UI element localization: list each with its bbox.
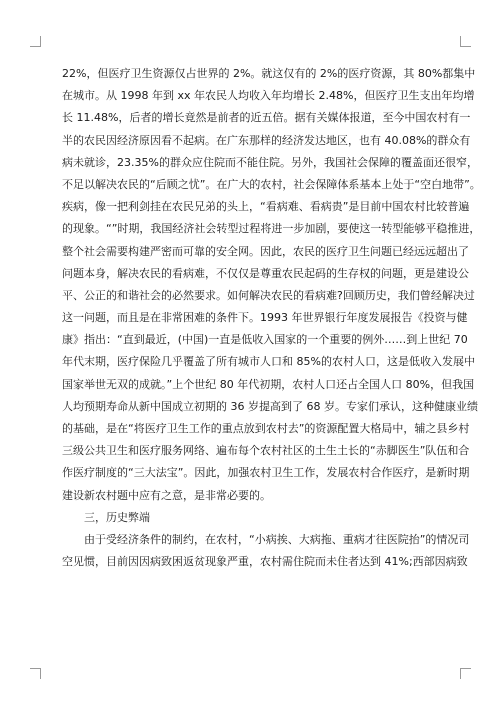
paragraph-line: 半的农民因经济原因看不起病。在广东那样的经济发达地区，也有 40.08%的群众有: [62, 133, 471, 147]
paragraph-line: 的基础，是在“将医疗卫生工作的重点放到农村去”的资源配置大格局中，辅之县乡村: [62, 422, 470, 435]
paragraph-line: 国家举世无双的成就。”上个世纪 80 年代初期，农村人口还占全国人口 80%，但我国: [62, 377, 475, 391]
crop-mark-bottom-right: [460, 668, 471, 679]
crop-mark-top-left: [30, 36, 41, 47]
paragraph-line: 平、公正的和谐社会的必然要求。如何解决农民的看病难?回顾历史，我们曾经解决过: [62, 288, 475, 302]
paragraph-line: 作医疗制度的“三大法宝”。因此，加强农村卫生工作，发展农村合作医疗，是新时期: [62, 466, 470, 480]
paragraph-line: 空见惯，目前因因病致困返贫现象严重，农村需住院而未住者达到 41%;西部因病致: [62, 555, 468, 569]
crop-mark-bottom-left: [30, 668, 41, 679]
body-text: [62, 63, 481, 573]
paragraph-line: 不足以解决农民的“后顾之忧”。在广大的农村，社会保障体系基本上处于“空白地带”。: [62, 177, 481, 191]
paragraph-line: 由于受经济条件的制约，在农村，“小病挨、大病拖、重病才往医院抬”的情况司: [84, 532, 470, 546]
paragraph-line: 疾病，像一把利剑挂在农民兄弟的头上，“看病难、看病贵”是目前中国农村比较普遍: [62, 200, 470, 214]
paragraph-line: 建设新农村题中应有之意，是非常必要的。: [62, 488, 271, 502]
paragraph-line: 问题本身，解决农民的看病难，不仅仅是尊重农民起码的生存权的问题，更是建设公: [62, 266, 469, 280]
paragraph-line: 这一问题，而且是在非常困难的条件下。1993 年世界银行年度发展报告《投资与健: [62, 311, 468, 325]
paragraph-line: 人均预期寿命从新中国成立初期的 36 岁提高到了 68 岁。专家们承认，这种健康业绩: [62, 399, 478, 413]
paragraph-line: 三级公共卫生和医疗服务网络、遍布每个农村社区的土生土长的“赤脚医生”队伍和合: [62, 444, 470, 458]
paragraph-line: 长 11.48%，后者的增长竟然是前者的近五倍。据有关媒体报道，至今中国农村有一: [62, 111, 471, 125]
paragraph-line: 22%，但医疗卫生资源仅占世界的 2%。就这仅有的 2%的医疗资源，其 80%都集中: [62, 67, 476, 80]
section-heading: 三，历史弊端: [84, 510, 150, 524]
paragraph-line: 在城市。从 1998 年到 xx 年农民人均收入年均增长 2.48%，但医疗卫生支出年均增: [62, 89, 475, 103]
paragraph-line: 年代末期，医疗保险几乎覆盖了所有城市人口和 85%的农村人口，这是低收入发展中: [62, 355, 475, 369]
paragraph-line: 的现象。“”时期，我国经济社会转型过程将进一步加剧，要使这一转型能够平稳推进，: [62, 222, 481, 236]
paragraph-line: 康》指出：“直到最近，(中国)一直是低收入国家的一个重要的例外……到上世纪 70: [62, 333, 468, 347]
paragraph-line: 整个社会需要构建严密而可靠的安全网。因此，农民的医疗卫生问题已经远远超出了: [62, 244, 469, 258]
crop-mark-top-right: [460, 36, 471, 47]
paragraph-line: 病未就诊，23.35%的群众应住院而不能住院。另外，我国社会保障的覆盖面还很窄，: [62, 155, 478, 169]
